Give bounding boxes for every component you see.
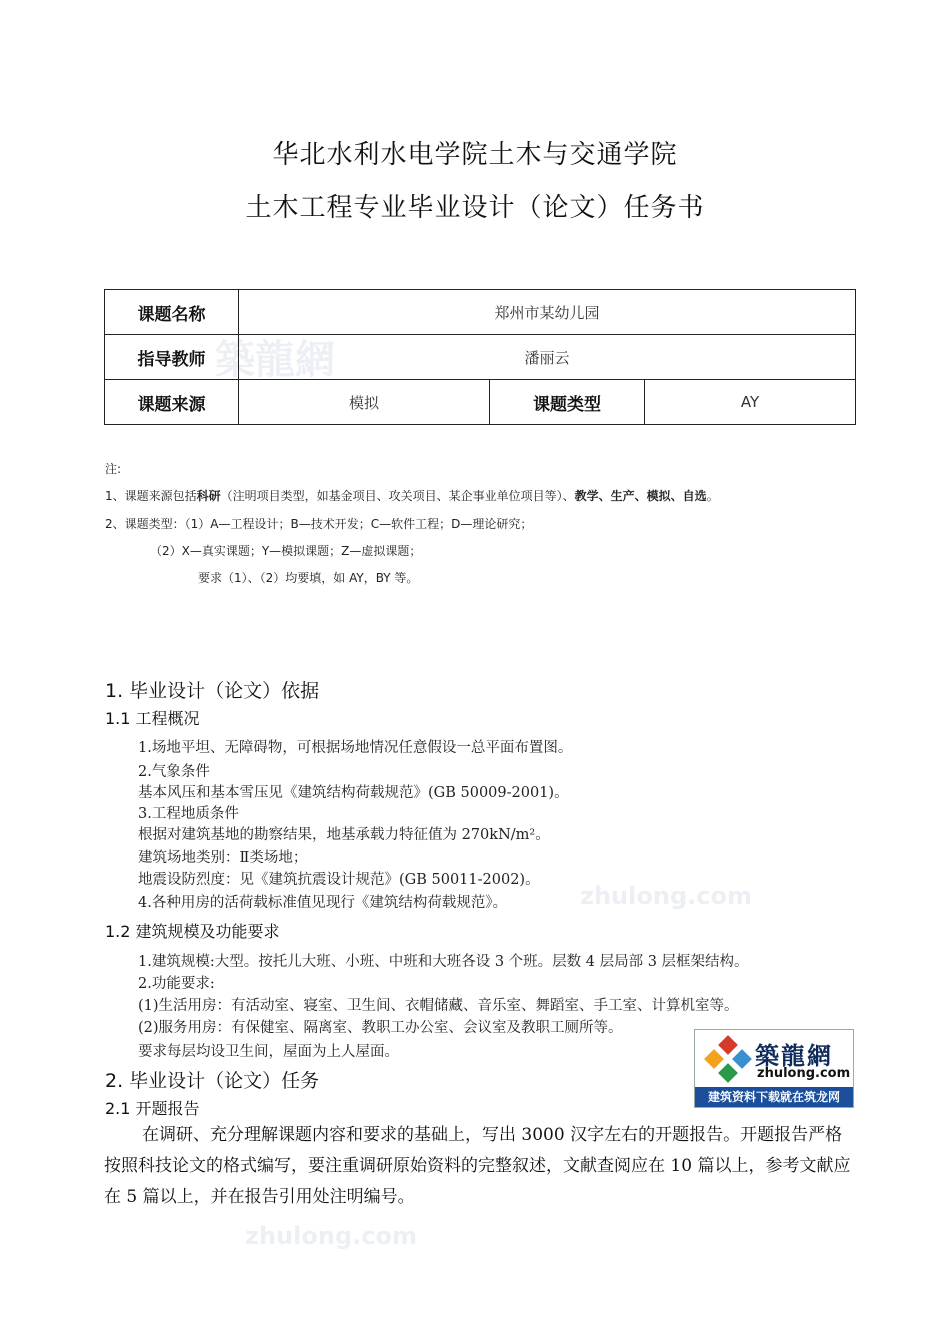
- topic-source-label: 课题来源: [105, 380, 239, 425]
- note-bold: 科研: [196, 489, 221, 503]
- logo-mark-icon: [704, 1049, 724, 1069]
- logo-url: zhulong.com: [757, 1066, 851, 1081]
- logo-mark-icon: [718, 1063, 738, 1083]
- topic-name-value: 郑州市某幼儿园: [239, 290, 856, 335]
- body-line: 1.场地平坦、无障碍物，可根据场地情况任意假设一总平面布置图。: [138, 740, 573, 756]
- body-line: (2)服务用房：有保健室、隔离室、教职工办公室、会议室及教职工厕所等。: [138, 1020, 623, 1036]
- note-line-1: [105, 487, 719, 504]
- note-text: 。: [706, 489, 719, 503]
- advisor-label: 指导教师: [105, 335, 239, 380]
- note-line-2: 2、课题类型：（1）A—工程设计；B—技术开发；C—软件工程；D—理论研究；: [105, 517, 533, 531]
- note-bold: 教学、生产、模拟、自选: [574, 489, 707, 503]
- logo-slogan: 建筑资料下载就在筑龙网: [695, 1087, 853, 1107]
- topic-name-label: 课题名称: [105, 290, 239, 335]
- document-title-line2: 土木工程专业毕业设计（论文）任务书: [245, 193, 705, 223]
- body-line: 建筑场地类别：Ⅱ类场地；: [138, 850, 308, 866]
- table-row: [105, 335, 856, 380]
- subsection-2-1-heading: 2.1 开题报告: [105, 1099, 200, 1118]
- watermark-logo: 築龍網: [215, 337, 335, 383]
- note-heading: 注:: [105, 462, 122, 476]
- topic-source-value: 模拟: [239, 380, 490, 425]
- body-line: 地震设防烈度：见《建筑抗震设计规范》(GB 50011-2002)。: [138, 872, 540, 888]
- note-line-3: （2）X—真实课题；Y—模拟课题；Z—虚拟课题；: [150, 544, 422, 558]
- watermark-text: zhulong.com: [580, 882, 752, 910]
- logo-mark-icon: [732, 1049, 752, 1069]
- advisor-value: 潘丽云: [239, 335, 856, 380]
- opening-report-paragraph: 在调研、充分理解课题内容和要求的基础上，写出 3000 汉字左右的开题报告。开题报告严格按照科技论文的格式编写，要注重调研原始资料的完整叙述，文献查阅应在 10 篇以上，参考文献应在 5 篇以上，并在报告引用处注明编号。: [104, 1125, 851, 1207]
- body-line: 根据对建筑基地的勘察结果，地基承载力特征值为 270kN/m²。: [138, 827, 550, 843]
- table-row: [105, 380, 856, 425]
- note-text: 1、课题来源包括: [105, 489, 197, 503]
- body-line: 3.工程地质条件: [138, 806, 239, 822]
- body-line: 基本风压和基本雪压见《建筑结构荷载规范》(GB 50009-2001)。: [138, 785, 569, 801]
- body-line: 2.气象条件: [138, 764, 210, 780]
- zhulong-logo: [694, 1029, 854, 1108]
- table-row: [105, 290, 856, 335]
- section-1-heading: 1. 毕业设计（论文）依据: [105, 680, 320, 702]
- section-2-heading: 2. 毕业设计（论文）任务: [105, 1070, 320, 1092]
- body-line: 1.建筑规模:大型。按托儿大班、小班、中班和大班各设 3 个班。层数 4 层局部 3 层框架结构。: [138, 954, 749, 970]
- body-line: 要求每层均设卫生间，屋面为上人屋面。: [138, 1044, 399, 1060]
- subsection-1-2-heading: 1.2 建筑规模及功能要求: [105, 922, 280, 941]
- body-line: 4.各种用房的活荷载标准值见现行《建筑结构荷载规范》。: [138, 895, 508, 911]
- topic-info-table: [104, 289, 856, 425]
- logo-mark-icon: [718, 1035, 738, 1055]
- note-text: （注明项目类型，如基金项目、攻关项目、某企事业单位项目等）、: [220, 489, 575, 503]
- watermark-text: zhulong.com: [245, 1222, 417, 1250]
- topic-type-value: AY: [645, 380, 856, 425]
- logo-chinese-name: 築龍網: [755, 1042, 833, 1070]
- topic-type-label: 课题类型: [490, 380, 645, 425]
- document-title-line1: 华北水利水电学院土木与交通学院: [272, 140, 678, 170]
- subsection-1-1-heading: 1.1 工程概况: [105, 709, 200, 728]
- body-line: 2.功能要求:: [138, 976, 215, 992]
- body-line: (1)生活用房：有活动室、寝室、卫生间、衣帽储藏、音乐室、舞蹈室、手工室、计算机室等。: [138, 998, 739, 1014]
- note-line-4: 要求（1）、（2）均要填，如 AY，BY 等。: [198, 571, 419, 585]
